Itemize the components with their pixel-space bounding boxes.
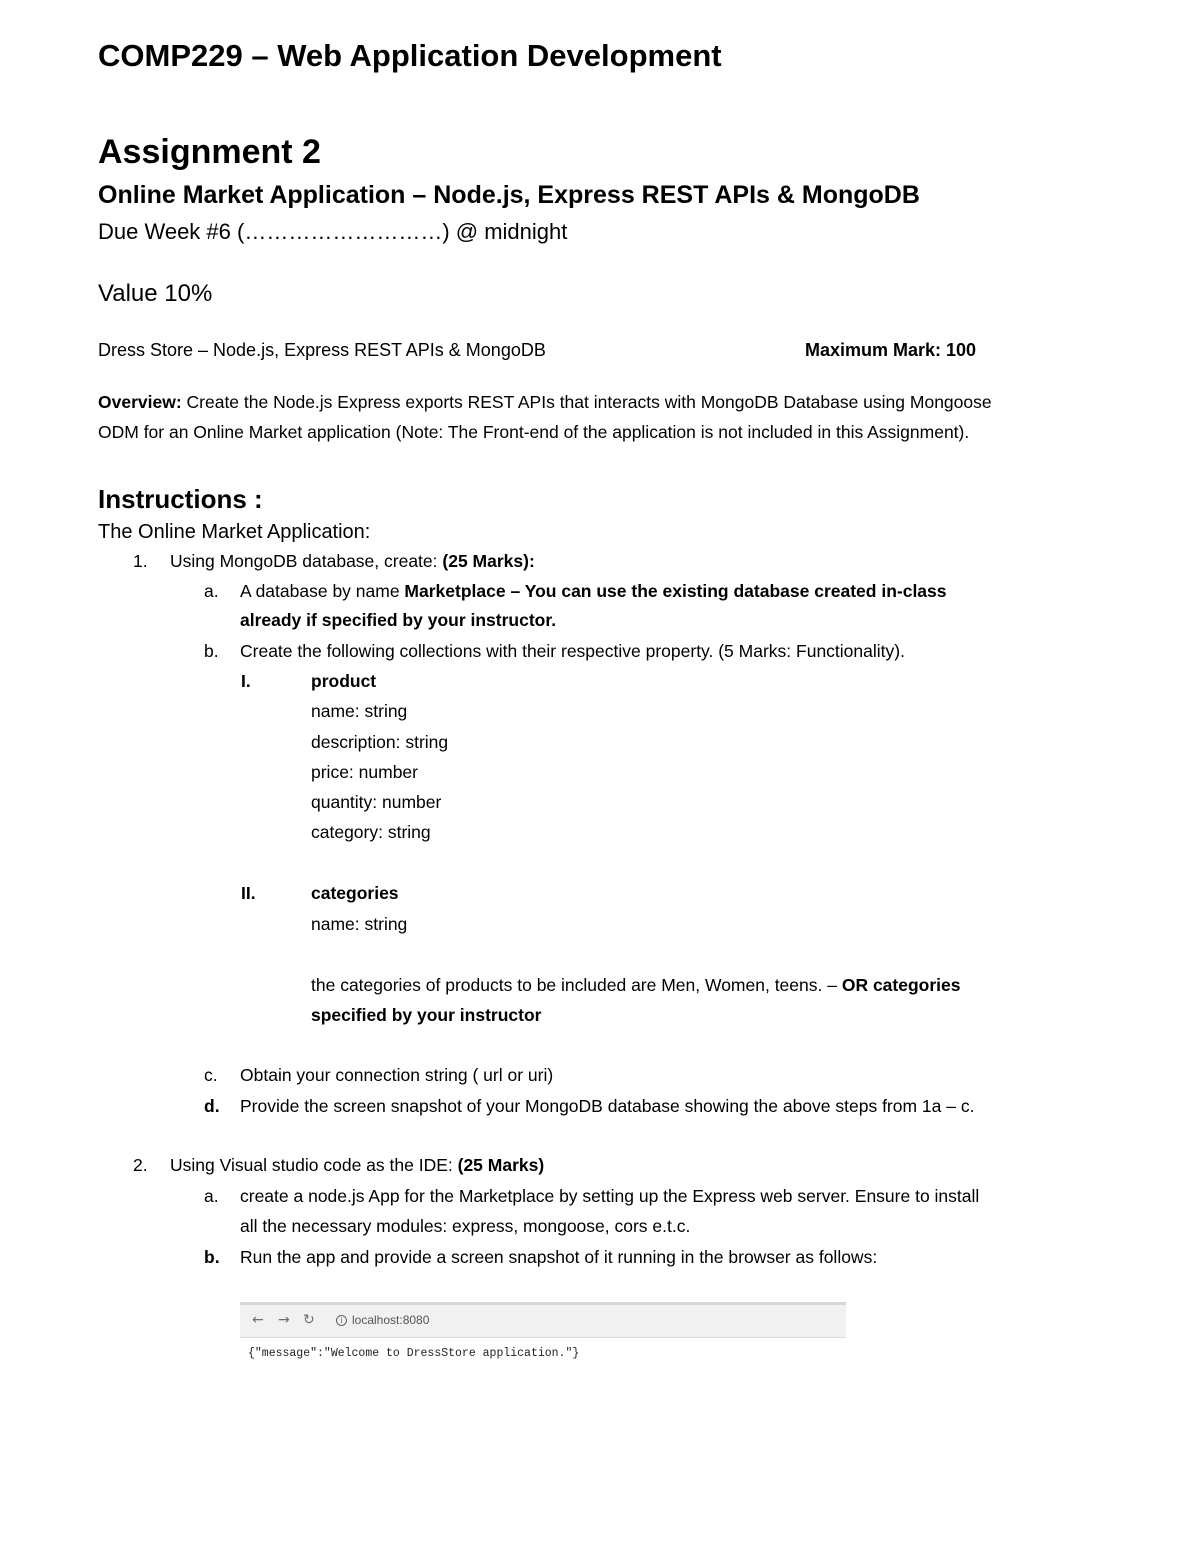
step-1d-marker: d. <box>204 1096 220 1116</box>
step-1-label: Using MongoDB database, create: <box>170 551 443 571</box>
categories-note-text: the categories of products to be included are Men, Women, teens. – <box>311 975 842 995</box>
step-1d-text: Provide the screen snapshot of your MongoDB database showing the above steps from 1a – c. <box>240 1096 975 1116</box>
step-2b-marker: b. <box>204 1247 220 1267</box>
categories-note-bold-cont: specified by your instructor <box>311 1005 542 1025</box>
collection-1-marker: I. <box>241 671 251 691</box>
step-2-marks: (25 Marks) <box>457 1155 545 1175</box>
browser-address-bar <box>240 1305 846 1338</box>
product-field: quantity: number <box>311 792 442 812</box>
due-date-line: Due Week #6 (………………………) @ midnight <box>98 219 568 244</box>
step-1c-marker: c. <box>204 1065 218 1085</box>
browser-screenshot <box>240 1302 846 1374</box>
browser-url: localhost:8080 <box>352 1313 430 1327</box>
overview-label: Overview: <box>98 392 182 412</box>
product-field: name: string <box>311 701 408 721</box>
step-1-number: 1. <box>133 551 148 571</box>
step-1b-text: Create the following collections with their respective property. (5 Marks: Functionality). <box>240 641 905 661</box>
overview-text-1: Create the Node.js Express exports REST APIs that interacts with MongoDB Database using Mongoose <box>181 392 992 412</box>
info-icon: i <box>336 1315 347 1326</box>
product-field: price: number <box>311 762 418 782</box>
step-1a-marker: a. <box>204 581 219 601</box>
maximum-mark: Maximum Mark: 100 <box>805 340 977 360</box>
step-1a-text <box>240 581 947 602</box>
categories-note <box>311 975 960 996</box>
step-1a-label: A database by name <box>240 581 405 601</box>
step-1a-bold-cont: already if specified by your instructor. <box>240 610 557 630</box>
product-field: description: string <box>311 732 449 752</box>
step-2-number: 2. <box>133 1155 148 1175</box>
store-line: Dress Store – Node.js, Express REST APIs & MongoDB <box>98 340 546 360</box>
forward-arrow-icon: → <box>278 1312 290 1328</box>
json-response-text: {"message":"Welcome to DressStore application."} <box>248 1347 580 1360</box>
overview-line-1 <box>98 392 992 413</box>
step-2-text <box>170 1155 544 1176</box>
step-2b-text: Run the app and provide a screen snapshot of it running in the browser as follows: <box>240 1247 878 1267</box>
step-1-marks: (25 Marks): <box>442 551 535 571</box>
product-field: category: string <box>311 822 431 842</box>
instructions-heading: Instructions : <box>98 484 263 514</box>
assignment-title: Assignment 2 <box>98 133 321 171</box>
app-intro-line: The Online Market Application: <box>98 521 371 543</box>
overview-line-2: ODM for an Online Market application (Note: The Front-end of the application is not included in this Assignment). <box>98 422 970 442</box>
step-1a-bold: Marketplace – You can use the existing database created in-class <box>404 581 947 601</box>
collection-product-name: product <box>311 671 377 691</box>
step-1c-text: Obtain your connection string ( url or uri) <box>240 1065 554 1085</box>
collection-categories-name: categories <box>311 883 399 903</box>
step-2a-text: create a node.js App for the Marketplace by setting up the Express web server. Ensure to install <box>240 1186 980 1206</box>
categories-note-bold: OR categories <box>841 975 961 995</box>
step-1b-marker: b. <box>204 641 219 661</box>
step-2a-marker: a. <box>204 1186 219 1206</box>
step-1-text <box>170 551 535 572</box>
value-line: Value 10% <box>98 280 213 307</box>
back-arrow-icon: ← <box>252 1312 264 1328</box>
step-2-label: Using Visual studio code as the IDE: <box>170 1155 458 1175</box>
collection-2-marker: II. <box>241 883 256 903</box>
assignment-subtitle: Online Market Application – Node.js, Express REST APIs & MongoDB <box>98 181 920 209</box>
reload-icon: ↻ <box>303 1312 315 1328</box>
course-title: COMP229 – Web Application Development <box>98 38 722 73</box>
categories-field: name: string <box>311 914 408 934</box>
step-2a-text-cont: all the necessary modules: express, mongoose, cors e.t.c. <box>240 1216 691 1236</box>
